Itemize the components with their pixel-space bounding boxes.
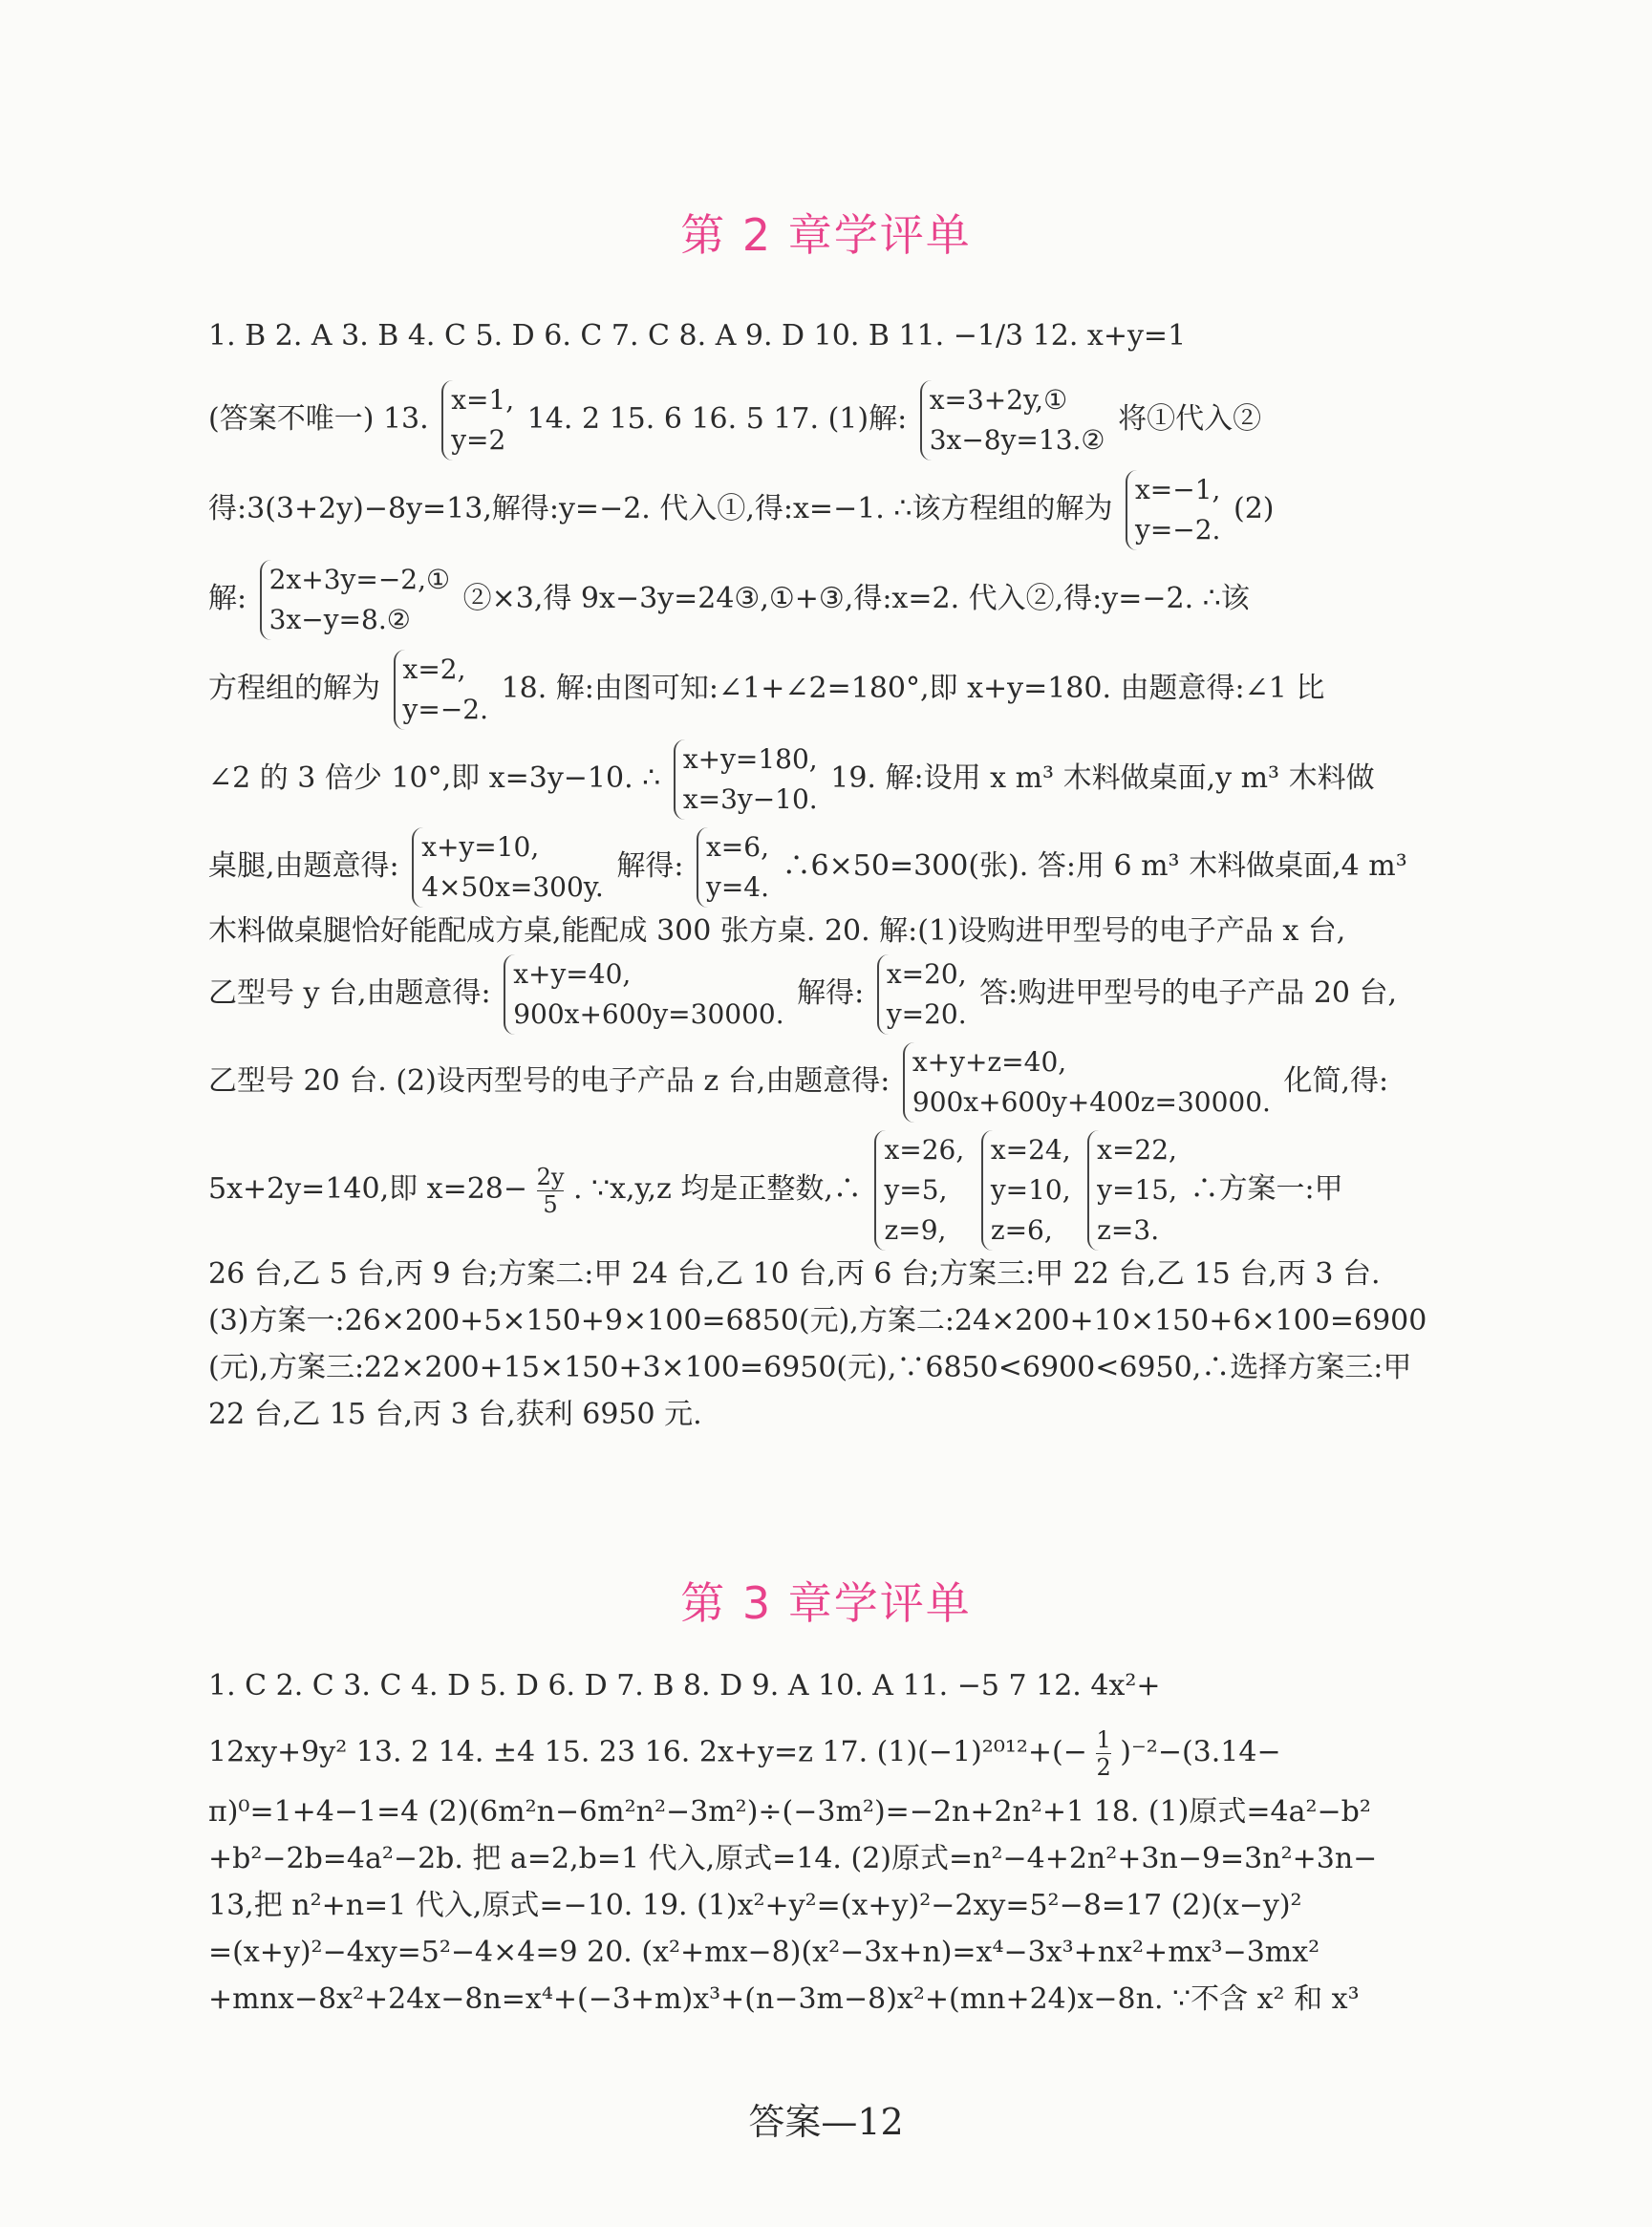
ch2-line-15: 22 台,乙 15 台,丙 3 台,获利 6950 元. [208,1398,702,1431]
ch2-line-14: (元),方案三:22×200+15×150+3×100=6950(元),∵6850<6900<6950,∴选择方案三:甲 [208,1351,1412,1384]
plan-2: x=24, y=10, z=6, [981,1130,1071,1251]
ch2-line-2-c: 将①代入② [1118,402,1262,436]
system-ch2-18: x+y=180, x=3y−10. [674,739,818,820]
ch3-line-2-b: )⁻²−(3.14− [1120,1735,1281,1769]
ch2-line-11-a: 5x+2y=140,即 x=28− [208,1172,528,1206]
ch2-line-2-b: 14. 2 15. 6 16. 5 17. (1)解: [526,402,908,436]
ch2-line-2 [208,380,1456,460]
chapter-3-answers [208,1662,1456,2023]
ch2-line-6 [208,739,1456,820]
system-ch2-17: x=3+2y,① 3x−8y=13.② [920,380,1105,460]
ch2-line-10 [208,1042,1456,1123]
system-ch2-13: x=1, y=2 [441,380,514,460]
ch3-line-4: +b²−2b=4a²−2b. 把 a=2,b=1 代入,原式=14. (2)原式=n²−4+2n²+3n−9=3n²+3n− [208,1842,1378,1875]
ch2-line-5-b: 18. 解:由图可知:∠1+∠2=180°,即 x+y=180. 由题意得:∠1 比 [501,672,1325,705]
ch2-line-7 [208,827,1456,908]
ch2-line-5 [208,650,1456,730]
ch2-line-7-b: 解得: [616,849,684,883]
ch2-line-1: 1. B 2. A 3. B 4. C 5. D 6. C 7. C 8. A 9. D 10. B 11. −1/3 12. x+y=1 [208,319,1187,353]
ch2-line-9-c: 答:购进甲型号的电子产品 20 台, [979,976,1398,1010]
ch2-line-3 [208,470,1456,550]
page-footer: 答案—12 [748,2101,904,2143]
ch2-line-11 [208,1130,1456,1251]
ch2-line-6-a: ∠2 的 3 倍少 10°,即 x=3y−10. ∴ [208,761,661,795]
system-ch2-20-sol: x=20, y=20. [877,954,967,1035]
ch2-line-11-b: . ∵x,y,z 均是正整数,∴ [572,1172,862,1206]
system-ch2-17-2: 2x+3y=−2,① 3x−y=8.② [260,560,450,640]
system-ch2-20: x+y=40, 900x+600y=30000. [504,954,783,1035]
ch2-line-4 [208,560,1456,640]
ch2-line-9-a: 乙型号 y 台,由题意得: [208,976,491,1010]
ch2-line-3-b: (2) [1234,492,1275,525]
ch2-line-6-b: 19. 解:设用 x m³ 木料做桌面,y m³ 木料做 [830,761,1375,795]
ch3-line-3: π)⁰=1+4−1=4 (2)(6m²n−6m²n²−3m²)÷(−3m²)=−2n+2n²+1 18. (1)原式=4a²−b² [208,1795,1371,1829]
chapter-2-answers [208,312,1456,1438]
ch2-line-12: 26 台,乙 5 台,丙 9 台;方案二:甲 24 台,乙 10 台,丙 6 台;方案三:甲 22 台,乙 15 台,丙 3 台. [208,1257,1381,1291]
ch2-line-4-a: 解: [208,582,247,615]
plan-1: x=26, y=5, z=9, [874,1130,964,1251]
ch2-line-7-c: ∴6×50=300(张). 答:用 6 m³ 木料做桌面,4 m³ [782,849,1407,883]
ch2-line-9 [208,954,1456,1035]
chapter-3-title: 第 3 章学评单 [680,1577,972,1629]
ch3-line-7: +mnx−8x²+24x−8n=x⁴+(−3+m)x³+(n−3m−8)x²+(mn+24)x−8n. ∵不含 x² 和 x³ [208,1982,1360,2016]
ch2-line-4-b: ②×3,得 9x−3y=24③,①+③,得:x=2. 代入②,得:y=−2. ∴该 [462,582,1250,615]
system-ch2-17-2-sol: x=2, y=−2. [394,650,488,730]
ch3-line-2 [208,1726,1456,1781]
ch2-line-3-a: 得:3(3+2y)−8y=13,解得:y=−2. 代入①,得:x=−1. ∴该方程组的解为 [208,492,1113,525]
ch2-line-11-c: ∴方案一:甲 [1190,1172,1343,1206]
system-ch2-19-sol: x=6, y=4. [697,827,769,908]
ch3-line-5: 13,把 n²+n=1 代入,原式=−10. 19. (1)x²+y²=(x+y)²−2xy=5²−8=17 (2)(x−y)² [208,1889,1302,1922]
fraction-2y-5: $\frac{2y}{5}$ [536,1163,565,1218]
ch2-line-10-b: 化简,得: [1283,1064,1389,1098]
system-ch2-17-sol: x=−1, y=−2. [1126,470,1220,550]
ch2-line-7-a: 桌腿,由题意得: [208,849,399,883]
ch3-line-2-a: 12xy+9y² 13. 2 14. ±4 15. 23 16. 2x+y=z 17. (1)(−1)²⁰¹²+(− [208,1735,1087,1769]
plan-3: x=22, y=15, z=3. [1087,1130,1177,1251]
chapter-2-title: 第 2 章学评单 [680,209,972,261]
ch2-line-9-b: 解得: [797,976,865,1010]
ch2-line-5-a: 方程组的解为 [208,672,380,705]
ch2-line-10-a: 乙型号 20 台. (2)设丙型号的电子产品 z 台,由题意得: [208,1064,890,1098]
system-ch2-19: x+y=10, 4×50x=300y. [412,827,604,908]
ch3-line-6: =(x+y)²−4xy=5²−4×4=9 20. (x²+mx−8)(x²−3x+n)=x⁴−3x³+nx²+mx³−3mx² [208,1936,1320,1969]
fraction-1-2: $\frac{1}{2}$ [1096,1726,1111,1781]
ch2-line-13: (3)方案一:26×200+5×150+9×100=6850(元),方案二:24×200+10×150+6×100=6900 [208,1304,1427,1338]
ch2-line-2-a: (答案不唯一) 13. [208,402,429,436]
ch2-line-8: 木料做桌腿恰好能配成方桌,能配成 300 张方桌. 20. 解:(1)设购进甲型号的电子产品 x 台, [208,914,1346,948]
ch3-line-1: 1. C 2. C 3. C 4. D 5. D 6. D 7. B 8. D 9. A 10. A 11. −5 7 12. 4x²+ [208,1669,1161,1702]
system-ch2-20-2: x+y+z=40, 900x+600y+400z=30000. [903,1042,1271,1123]
